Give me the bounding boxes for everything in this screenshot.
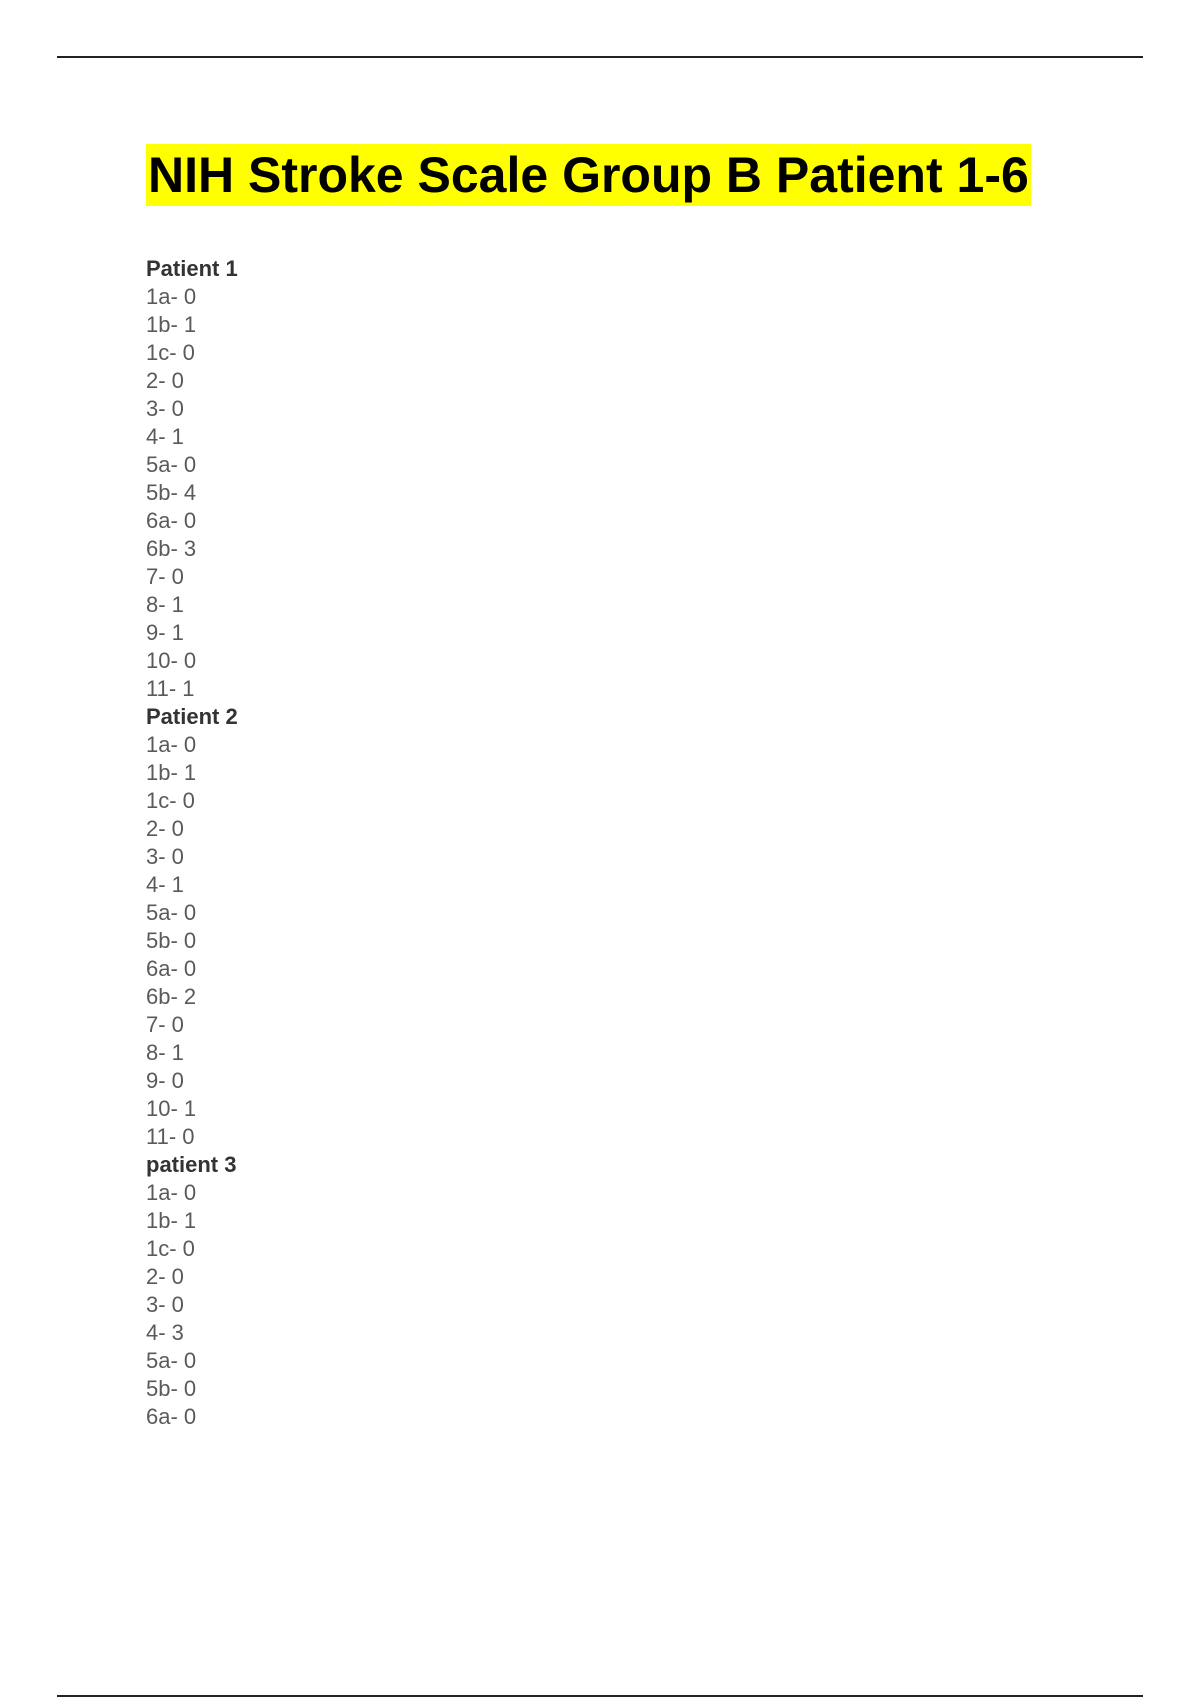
score-line: 6b- 3 bbox=[146, 536, 197, 561]
score-line: 3- 0 bbox=[146, 396, 184, 421]
score-line: 1b- 1 bbox=[146, 760, 197, 785]
score-line: 8- 1 bbox=[146, 1040, 184, 1065]
score-line: 4- 3 bbox=[146, 1320, 184, 1345]
score-line: 1a- 0 bbox=[146, 732, 197, 757]
score-line: 1b- 1 bbox=[146, 1208, 197, 1233]
score-line: 6a- 0 bbox=[146, 956, 197, 981]
patient-heading: Patient 1 bbox=[146, 256, 238, 281]
patient-section-3 bbox=[146, 1151, 1146, 1431]
score-line: 5b- 0 bbox=[146, 1376, 197, 1401]
score-line: 2- 0 bbox=[146, 816, 184, 841]
score-line: 9- 1 bbox=[146, 620, 184, 645]
score-line: 6b- 2 bbox=[146, 984, 197, 1009]
score-line: 1c- 0 bbox=[146, 1236, 195, 1261]
score-line: 10- 0 bbox=[146, 648, 197, 673]
score-line: 4- 1 bbox=[146, 872, 184, 897]
score-line: 5a- 0 bbox=[146, 452, 197, 477]
score-line: 5b- 4 bbox=[146, 480, 197, 505]
score-line: 1c- 0 bbox=[146, 340, 195, 365]
score-line: 11- 0 bbox=[146, 1124, 195, 1149]
document-title: NIH Stroke Scale Group B Patient 1-6 bbox=[146, 144, 1031, 206]
score-line: 11- 1 bbox=[146, 676, 195, 701]
patient-heading: patient 3 bbox=[146, 1152, 237, 1177]
score-line: 1c- 0 bbox=[146, 788, 195, 813]
score-line: 7- 0 bbox=[146, 564, 184, 589]
score-line: 1b- 1 bbox=[146, 312, 197, 337]
score-line: 1a- 0 bbox=[146, 1180, 197, 1205]
patient-section-2 bbox=[146, 703, 1146, 1151]
score-line: 8- 1 bbox=[146, 592, 184, 617]
score-line: 5a- 0 bbox=[146, 1348, 197, 1373]
score-line: 1a- 0 bbox=[146, 284, 197, 309]
bottom-rule bbox=[57, 1695, 1143, 1697]
top-rule bbox=[57, 56, 1143, 58]
score-line: 6a- 0 bbox=[146, 508, 197, 533]
page-content bbox=[146, 144, 1146, 1431]
patient-list bbox=[146, 255, 1146, 1431]
patient-section-1 bbox=[146, 255, 1146, 703]
patient-heading: Patient 2 bbox=[146, 704, 238, 729]
score-line: 7- 0 bbox=[146, 1012, 184, 1037]
score-line: 6a- 0 bbox=[146, 1404, 197, 1429]
score-line: 10- 1 bbox=[146, 1096, 197, 1121]
score-line: 2- 0 bbox=[146, 1264, 184, 1289]
score-line: 9- 0 bbox=[146, 1068, 184, 1093]
score-line: 3- 0 bbox=[146, 1292, 184, 1317]
score-line: 5b- 0 bbox=[146, 928, 197, 953]
score-line: 3- 0 bbox=[146, 844, 184, 869]
score-line: 2- 0 bbox=[146, 368, 184, 393]
score-line: 4- 1 bbox=[146, 424, 184, 449]
score-line: 5a- 0 bbox=[146, 900, 197, 925]
